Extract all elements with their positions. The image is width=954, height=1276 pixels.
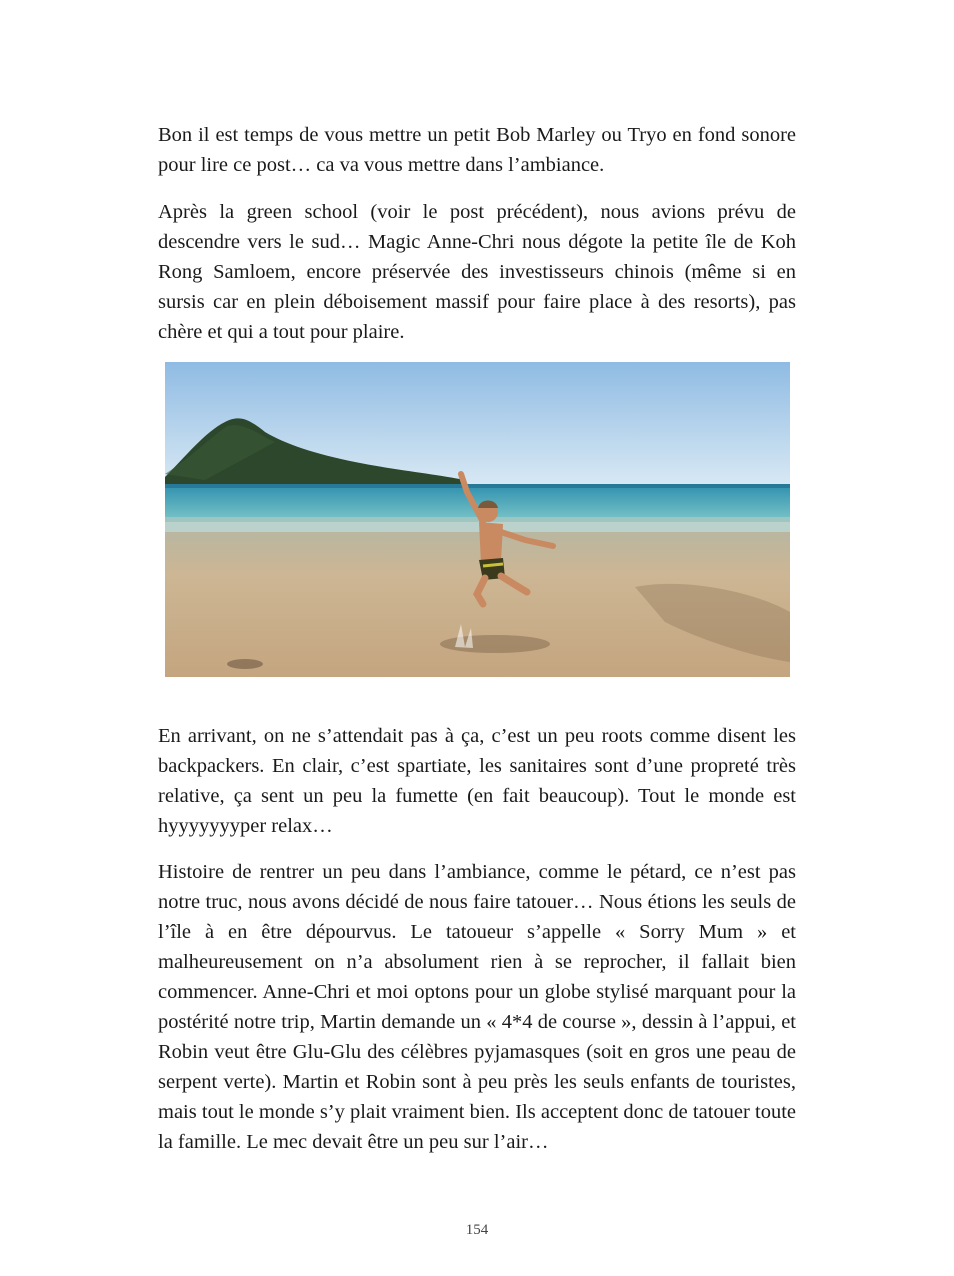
paragraph-4: Histoire de rentrer un peu dans l’ambiance, comme le pétard, ce n’est pas notre truc, nous avons décidé de nous faire tatouer… Nous étions les seuls de l’île à en être dépourvus. Le tatoueur s’appelle « Sorry Mum » et malheureusement on n’a absolument rien à se reprocher, il fallait bien commencer. Anne-Chri et moi optons pour un globe stylisé marquant pour la postérité notre trip, Martin demande un « 4*4 de course », dessin à l’appui, et Robin veut être Glu-Glu des célèbres pyjamasques (soit en gros une peau de serpent verte). Martin et Robin sont à peu près les seuls enfants de touristes, mais tout le monde s’y plait vraiment bien. Ils acceptent donc de tatouer toute la famille. Le mec devait être un peu sur l’air…	[158, 861, 796, 1153]
beach-photo	[165, 362, 790, 677]
paragraph-1: Bon il est temps de vous mettre un petit Bob Marley ou Tryo en fond sonore pour lire ce post… ca va vous mettre dans l’ambiance.	[158, 124, 796, 176]
paragraph-2: Après la green school (voir le post précédent), nous avions prévu de descendre vers le sud… Magic Anne-Chri nous dégote la petite île de Koh Rong Samloem, encore préservée des investisseurs chinois (même si en sursis car en plein déboisement massif pour faire place à des resorts), pas chère et qui a tout pour plaire.	[158, 201, 796, 343]
page-number: 154	[465, 1222, 489, 1238]
paragraph-3: En arrivant, on ne s’attendait pas à ça, c’est un peu roots comme disent les backpackers. En clair, c’est spartiate, les sanitaires sont d’une propreté très relative, ça sent un peu la fumette (en fait beaucoup). Tout le monde est hyyyyyyyper relax…	[158, 725, 796, 837]
